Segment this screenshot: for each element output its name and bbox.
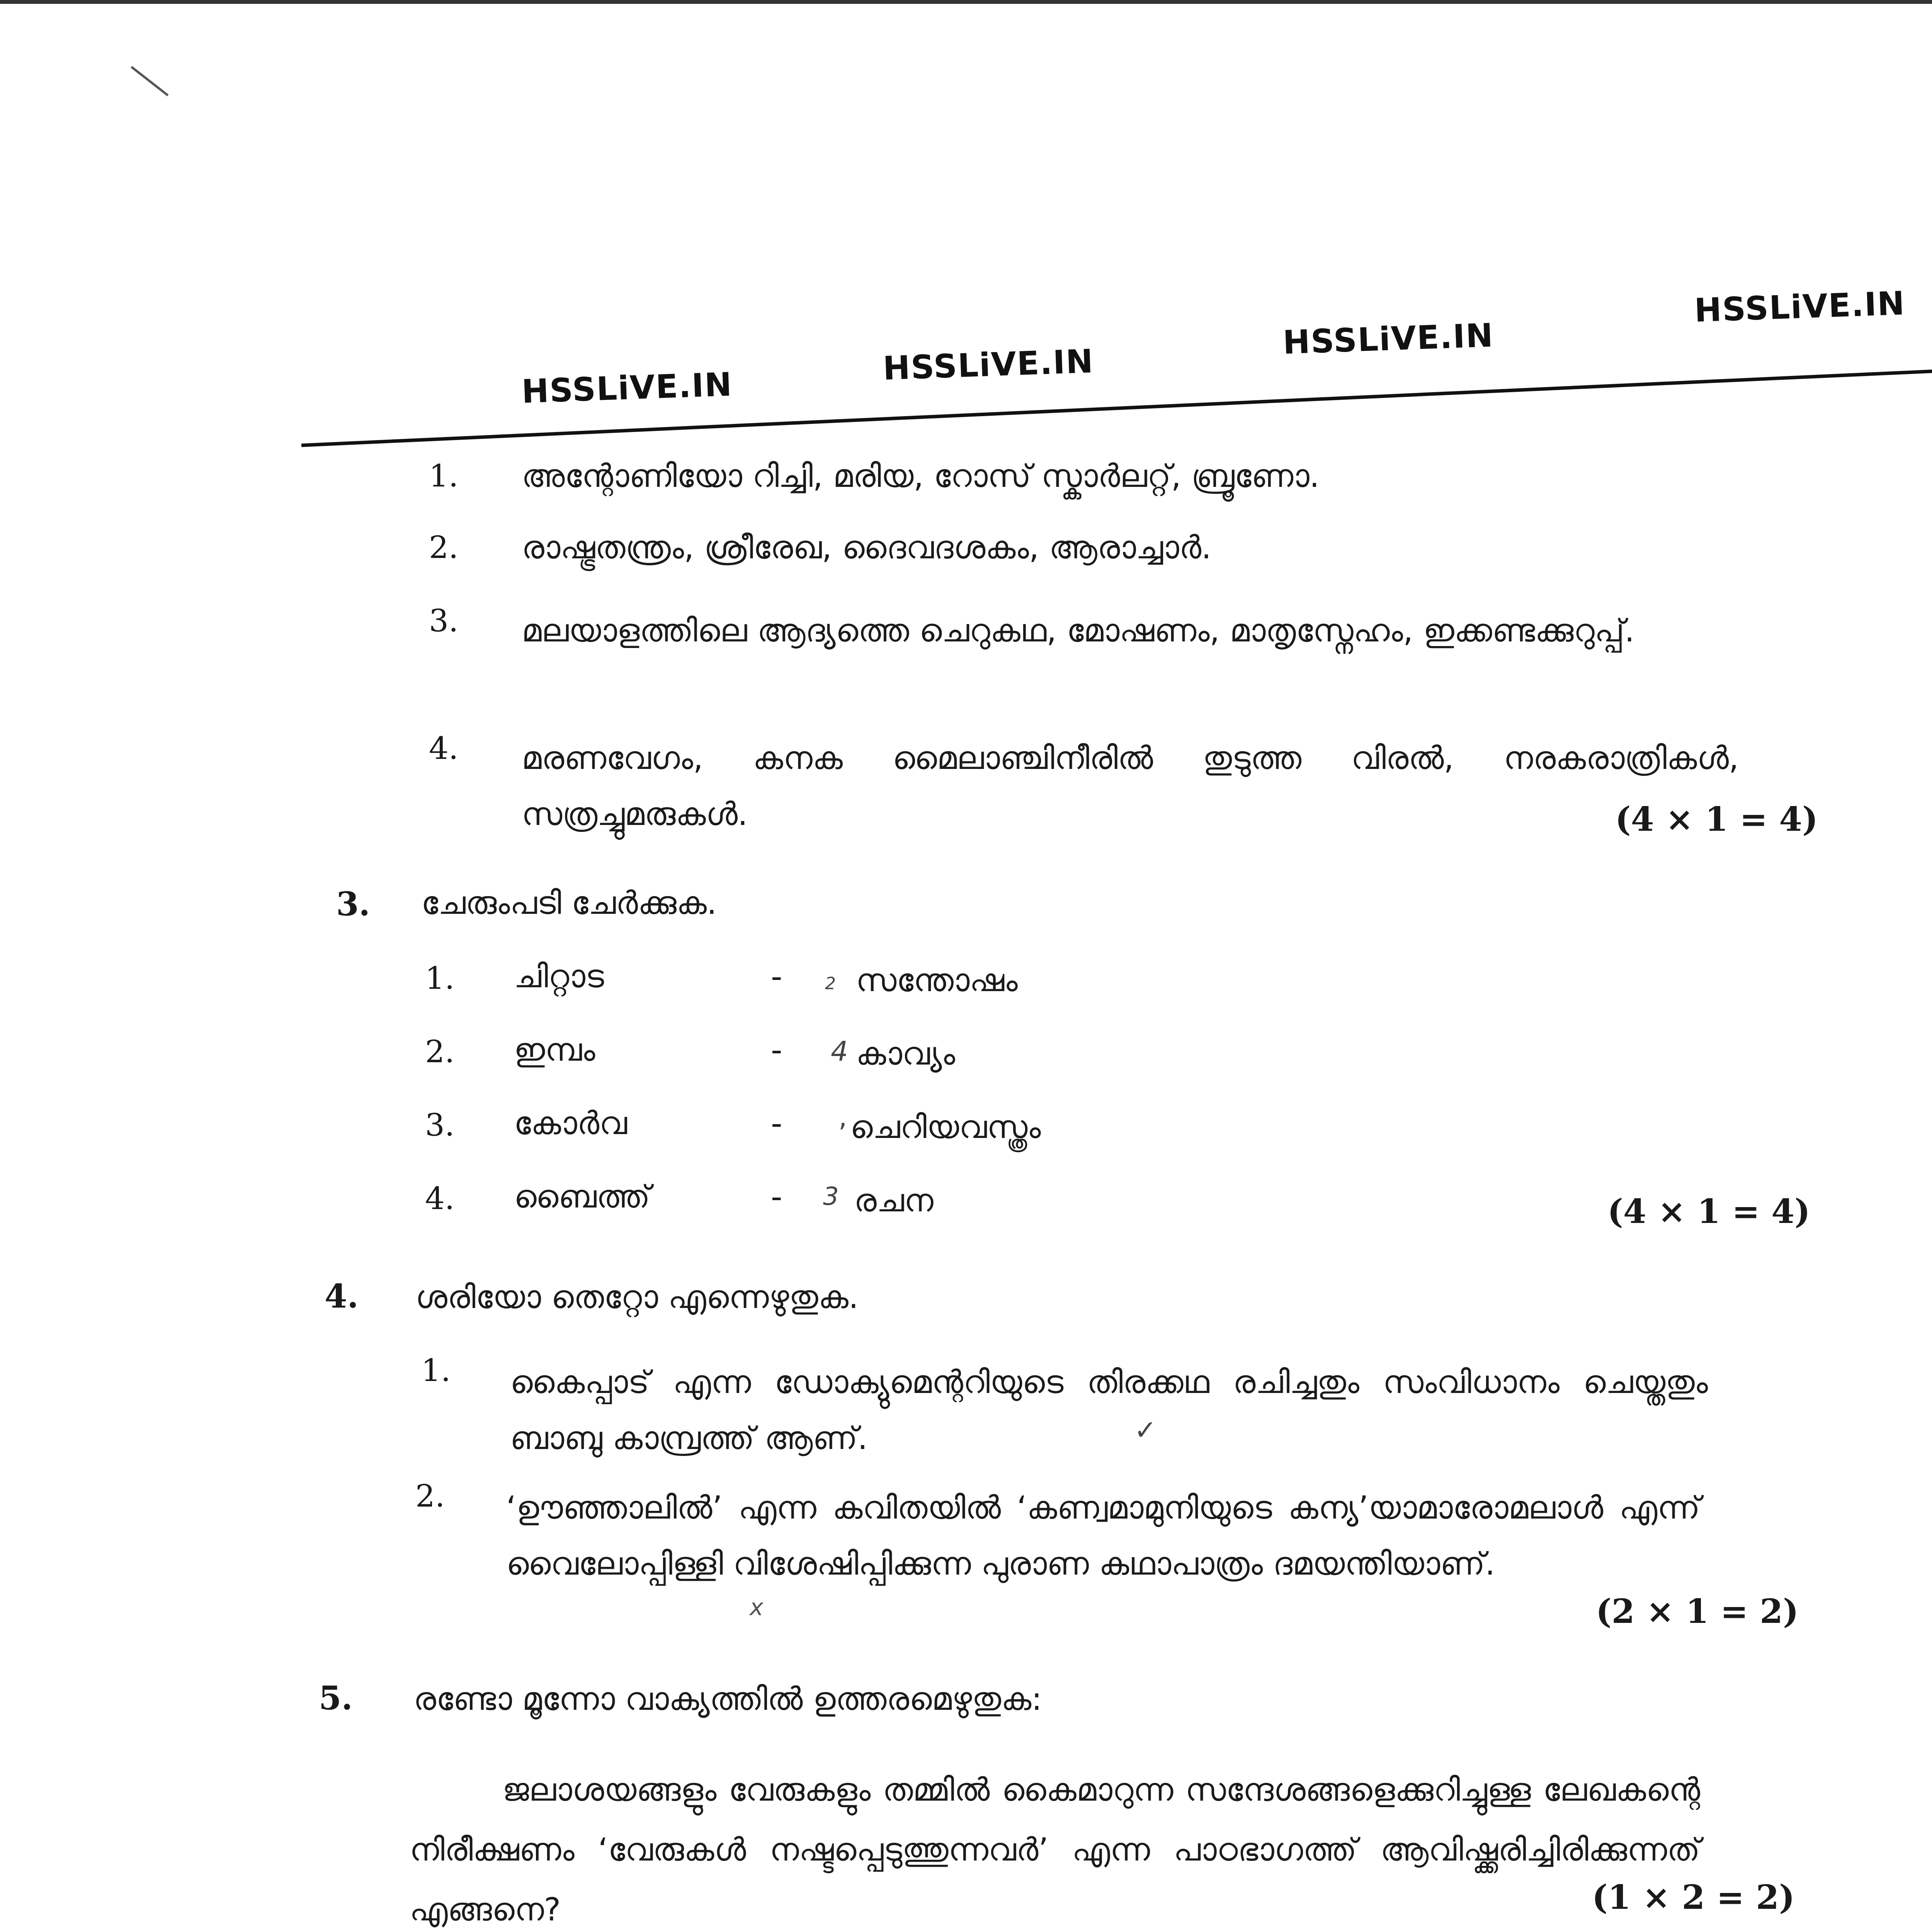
q3-row-4-dash: -	[771, 1179, 782, 1215]
q2-marks: (4 × 1 = 4)	[1615, 800, 1818, 839]
q3-row-3-number: 3.	[425, 1107, 455, 1143]
q5-body: ജലാശയങ്ങളും വേരുകളും തമ്മിൽ കൈമാറുന്ന സന്ദേശങ്ങളെക്കുറിച്ചുള്ള ലേഖകന്റെ നിരീക്ഷണം ‘വേരുകൾ നഷ്ടപ്പെടുത്തുന്നവർ’ എന്ന പാഠഭാഗത്ത് ആവിഷ്ക്കരിച്ചിരിക്കുന്നത് എങ്ങനെ?	[410, 1772, 1700, 1928]
q4-item-1-number: 1.	[421, 1352, 451, 1388]
q3-row-2-number: 2.	[425, 1034, 455, 1070]
watermark-2: HSSLiVE.IN	[882, 342, 1095, 388]
q2-item-1-number: 1.	[429, 458, 459, 494]
q3-row-4-number: 4.	[425, 1180, 455, 1216]
q5-number: 5.	[319, 1679, 353, 1717]
q3-row-2-left: ഇമ്പം	[514, 1032, 595, 1068]
q2-item-3-text: മലയാളത്തിലെ ആദ്യത്തെ ചെറുകഥ, മോഷണം, മാതൃസ്നേഹം, ഇക്കണ്ടക്കുറുപ്പ്.	[522, 612, 1635, 649]
q3-row-2-handwritten-mark: 4	[831, 1036, 848, 1067]
q3-row-3-handwritten-mark: ,	[838, 1101, 847, 1133]
q3-row-1-left: ചിറ്റാട	[514, 958, 604, 995]
q5-title: രണ്ടോ മൂന്നോ വാക്യത്തിൽ ഉത്തരമെഴുതുക:	[413, 1681, 1042, 1718]
scan-mark	[131, 66, 168, 97]
watermark-3: HSSLiVE.IN	[1282, 316, 1495, 362]
q3-row-4-handwritten-mark: 3	[823, 1182, 839, 1211]
q3-title: ചേരുംപടി ചേർക്കുക.	[421, 885, 717, 922]
q3-row-2-dash: -	[771, 1032, 782, 1068]
q3-number: 3.	[336, 885, 370, 923]
watermark-1: HSSLiVE.IN	[521, 365, 733, 411]
q2-item-1-text: അന്റോണിയോ റിച്ചി, മരിയ, റോസ് സ്കാർലറ്റ്, ബ്രൂണോ.	[522, 458, 1320, 495]
q3-marks: (4 × 1 = 4)	[1607, 1192, 1810, 1231]
q3-row-3-right: ചെറിയവസ്ത്രം	[850, 1109, 1041, 1146]
q4-item-2-text: ‘ഊഞ്ഞാലിൽ’ എന്ന കവിതയിൽ ‘കണ്വമാമുനിയുടെ കന്യ’യാമാരോമലാൾ എന്ന് വൈലോപ്പിള്ളി വിശേഷിപ്പിക്കുന്ന പുരാണ കഥാപാത്രം ദമയന്തിയാണ്.	[506, 1490, 1700, 1582]
q2-item-2-text: രാഷ്ട്രതന്ത്രം, ശ്രീരേഖ, ദൈവദശകം, ആരാച്ചാർ.	[522, 529, 1212, 566]
q3-row-3-left: കോർവ	[514, 1105, 627, 1142]
q2-item-3-number: 3.	[429, 603, 459, 639]
q3-row-4-left: ബൈത്ത്	[514, 1179, 650, 1215]
watermark-4: HSSLiVE.IN	[1694, 284, 1906, 330]
q4-number: 4.	[325, 1277, 359, 1315]
q4-marks: (2 × 1 = 2)	[1596, 1592, 1799, 1631]
q4-item-1-tick-mark: ✓	[1134, 1414, 1157, 1446]
q4-title: ശരിയോ തെറ്റോ എന്നെഴുതുക.	[415, 1279, 859, 1316]
q3-row-1-handwritten-mark: 2	[825, 974, 836, 993]
q4-item-2-cross-mark: x	[750, 1594, 764, 1621]
q5-marks: (1 × 2 = 2)	[1592, 1878, 1795, 1917]
q3-row-1-number: 1.	[425, 960, 455, 996]
q3-row-1-right: സന്തോഷം	[856, 962, 1018, 999]
q2-item-2-number: 2.	[429, 529, 459, 565]
q3-row-4-right: രചന	[854, 1182, 934, 1219]
q2-item-4-text: മരണവേഗം, കനക മൈലാഞ്ചിനീരിൽ തുടുത്ത വിരൽ, നരകരാത്രികൾ, സത്രച്ചുമരുകൾ.	[522, 740, 1739, 833]
q3-row-2-right: കാവ്യം	[856, 1036, 955, 1072]
q4-item-2-number: 2.	[415, 1478, 445, 1514]
q2-item-4-number: 4.	[429, 730, 459, 766]
q3-row-1-dash: -	[771, 958, 782, 995]
scan-top-edge	[0, 0, 1932, 4]
q4-item-1-text: കൈപ്പാട് എന്ന ഡോക്യുമെന്ററിയുടെ തിരക്കഥ രചിച്ചതും സംവിധാനം ചെയ്തതും ബാബു കാമ്പ്രത്ത് ആണ്.	[510, 1364, 1708, 1457]
q3-row-3-dash: -	[771, 1105, 782, 1142]
